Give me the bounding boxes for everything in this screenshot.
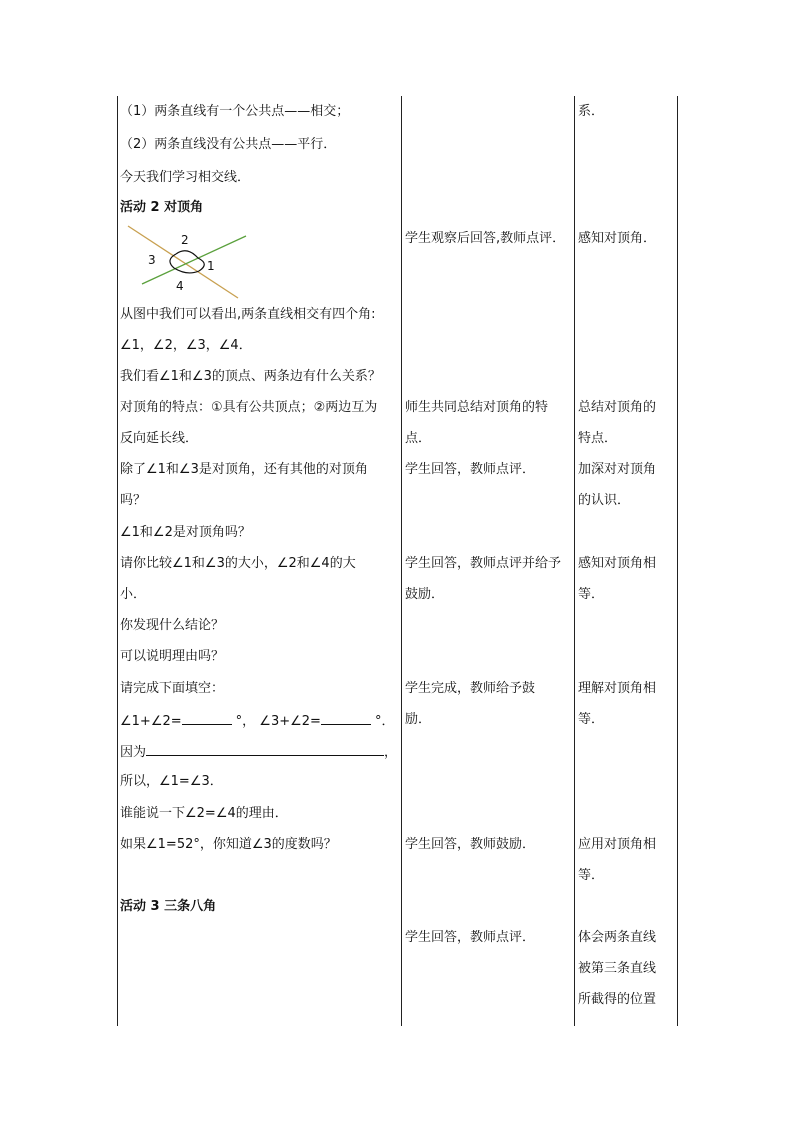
text-line: 谁能说一下∠2=∠4的理由． bbox=[120, 806, 288, 821]
fill-in-line-1 bbox=[120, 712, 394, 730]
text-line: 所以，∠1=∠3． bbox=[120, 774, 223, 789]
figure-line-b bbox=[142, 236, 246, 284]
activity-cell: 励． bbox=[405, 712, 432, 727]
intent-cell: 加深对对顶角 bbox=[578, 462, 657, 477]
activity-cell: 学生回答，教师鼓励． bbox=[405, 837, 536, 852]
fill-in-line-because bbox=[120, 743, 397, 761]
table-border-col2-col3 bbox=[574, 96, 575, 1026]
text-line: 反向延长线． bbox=[120, 431, 199, 446]
text-line: 请完成下面填空： bbox=[120, 681, 225, 696]
table-border-left bbox=[117, 96, 118, 1026]
fill-text: 因为 bbox=[120, 745, 147, 760]
text-line: （1）两条直线有一个公共点——相交； bbox=[120, 104, 350, 119]
table-border-right bbox=[677, 96, 678, 1026]
intent-cell: 等． bbox=[578, 868, 605, 883]
answer-blank-3[interactable] bbox=[146, 743, 384, 756]
table-border-col1-col2 bbox=[401, 96, 402, 1026]
text-line: 吗？ bbox=[120, 493, 147, 508]
intent-cell: 总结对顶角的 bbox=[578, 400, 657, 415]
fill-text: ∠1+∠2= bbox=[120, 714, 182, 729]
answer-blank-2[interactable] bbox=[321, 712, 371, 725]
text-line: 我们看∠1和∠3的顶点、两条边有什么关系？ bbox=[120, 369, 381, 384]
intent-cell: 所截得的位置 bbox=[578, 992, 657, 1007]
text-line: ∠1，∠2，∠3，∠4． bbox=[120, 338, 252, 353]
activity-cell: 鼓励． bbox=[405, 587, 445, 602]
intent-cell: 等． bbox=[578, 712, 605, 727]
angle-arc-1 bbox=[198, 258, 204, 271]
activity-cell: 学生回答，教师点评． bbox=[405, 462, 536, 477]
intent-cell: 体会两条直线 bbox=[578, 930, 657, 945]
intent-cell: 感知对顶角相 bbox=[578, 556, 657, 571]
text-line: 请你比较∠1和∠3的大小，∠2和∠4的大 bbox=[120, 556, 356, 571]
activity-cell: 学生观察后回答,教师点评． bbox=[405, 231, 566, 246]
activity-cell: 学生回答，教师点评． bbox=[405, 930, 536, 945]
intent-cell: 理解对顶角相 bbox=[578, 681, 657, 696]
activity-cell: 学生回答，教师点评并给予 bbox=[405, 556, 562, 571]
fill-text: °． bbox=[374, 714, 395, 729]
intent-cell: 的认识． bbox=[578, 493, 631, 508]
intent-cell: 特点． bbox=[578, 431, 618, 446]
figure-label-3: 3 bbox=[148, 253, 156, 267]
text-line: 对顶角的特点：①具有公共顶点；②两边互为 bbox=[120, 400, 378, 415]
intent-cell: 系． bbox=[578, 104, 605, 119]
activity-cell: 点． bbox=[405, 431, 432, 446]
fill-text: °， bbox=[235, 714, 256, 729]
activity-cell: 学生完成，教师给予鼓 bbox=[405, 681, 536, 696]
text-line: 小． bbox=[120, 587, 147, 602]
text-line: 除了∠1和∠3是对顶角，还有其他的对顶角 bbox=[120, 462, 368, 477]
figure-label-2: 2 bbox=[181, 233, 189, 247]
text-line: 今天我们学习相交线． bbox=[120, 170, 251, 185]
text-line: 你发现什么结论？ bbox=[120, 618, 225, 633]
fill-text: ∠3+∠2= bbox=[259, 714, 321, 729]
answer-blank-1[interactable] bbox=[182, 712, 232, 725]
intent-cell: 被第三条直线 bbox=[578, 961, 657, 976]
angle-arc-2 bbox=[176, 251, 198, 258]
text-line: ∠1和∠2是对顶角吗？ bbox=[120, 525, 251, 540]
section-heading-activity-2: 活动 2 对顶角 bbox=[120, 200, 204, 215]
intent-cell: 应用对顶角相 bbox=[578, 837, 657, 852]
activity-cell: 师生共同总结对顶角的特 bbox=[405, 400, 549, 415]
figure-label-1: 1 bbox=[207, 259, 215, 273]
intent-cell: 感知对顶角． bbox=[578, 231, 657, 246]
text-line: 如果∠1=52°，你知道∠3的度数吗？ bbox=[120, 837, 337, 852]
text-line: （2）两条直线没有公共点——平行． bbox=[120, 137, 337, 152]
text-line: 可以说明理由吗？ bbox=[120, 649, 225, 664]
section-heading-activity-3: 活动 3 三条八角 bbox=[120, 899, 217, 914]
vertical-angles-figure bbox=[120, 222, 252, 302]
intent-cell: 等． bbox=[578, 587, 605, 602]
figure-label-4: 4 bbox=[176, 279, 184, 293]
text-line: 从图中我们可以看出,两条直线相交有四个角: bbox=[120, 307, 376, 322]
fill-text: ， bbox=[384, 745, 398, 760]
